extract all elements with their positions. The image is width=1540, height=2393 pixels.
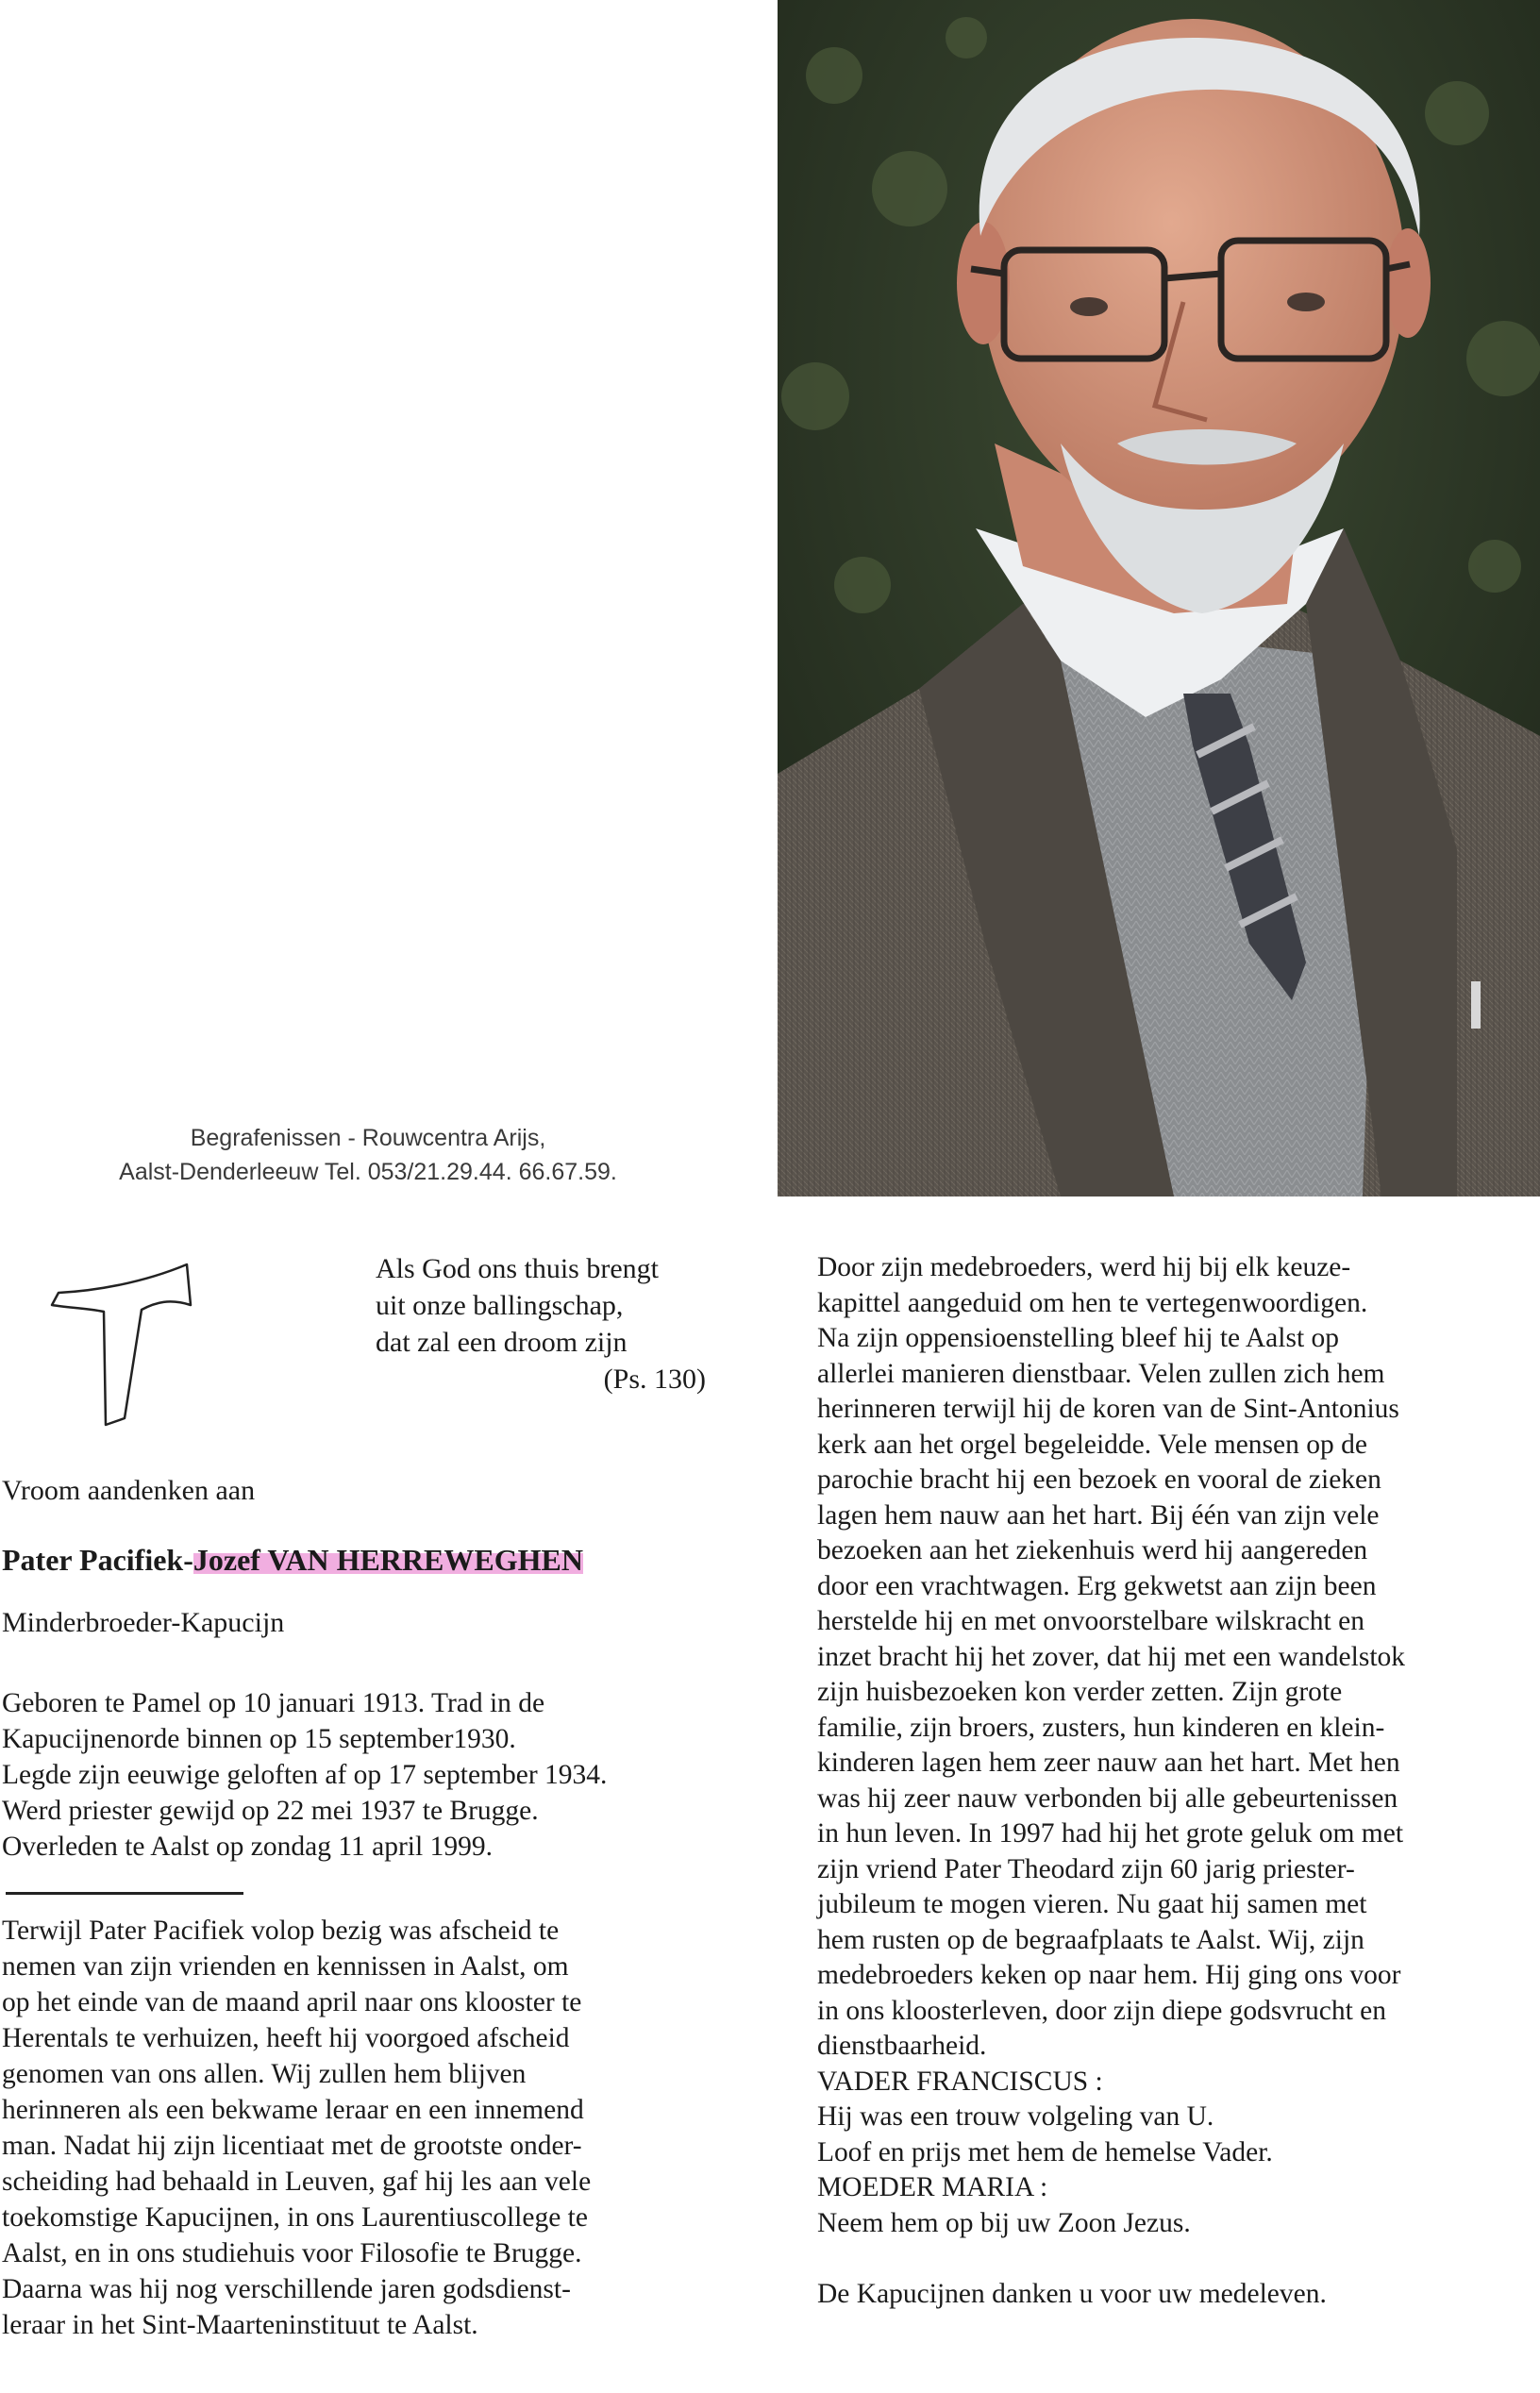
text-line: door een vrachtwagen. Erg gekwetst aan zijn been [817,1570,1377,1601]
biography-left [2,1913,728,2343]
text-line: kapittel aangeduid om hen te vertegenwoordigen. [817,1287,1368,1318]
text-line: Daarna was hij nog verschillende jaren godsdienst- [2,2274,571,2304]
text-line: lagen hem nauw aan het hart. Bij één van zijn vele [817,1499,1380,1531]
text-line: zijn huisbezoeken kon verder zetten. Zijn grote [817,1677,1343,1707]
text-line: jubileum te mogen vieren. Nu gaat hij samen met [817,1889,1367,1919]
prayer-heading: MOEDER MARIA : [817,2172,1048,2202]
biography-right [817,1250,1534,2312]
date-line: Geboren te Pamel op 10 januari 1913. Trad in de [2,1688,545,1718]
portrait-photo [778,0,1540,1196]
text-line: kerk aan het orgel begeleidde. Vele mensen op de [817,1429,1367,1460]
text-line: in hun leven. In 1997 had hij het grote geluk om met [817,1818,1404,1849]
religious-order: Minderbroeder-Kapucijn [2,1607,285,1638]
date-line: Werd priester gewijd op 22 mei 1937 te Brugge. [2,1796,539,1826]
text-line: Aalst, en in ons studiehuis voor Filosofie te Brugge. [2,2238,582,2268]
text-line: man. Nadat hij zijn licentiaat met de grootste onder- [2,2131,582,2161]
psalm-quote [376,1250,734,1397]
prayer-line: Hij was een trouw volgeling van U. [817,2101,1214,2132]
text-line: nemen van zijn vrienden en kennissen in Aalst, om [2,1951,569,1982]
prayer-heading: VADER FRANCISCUS : [817,2066,1103,2097]
date-line: Kapucijnenorde binnen op 15 september1930. [2,1724,516,1754]
tau-cross-icon [47,1253,198,1432]
name-part-1: Pater Pacifiek- [2,1543,193,1577]
closing-thanks: De Kapucijnen danken u voor uw medeleven. [817,2278,1327,2309]
life-dates [2,1685,607,1865]
date-line: Overleden te Aalst op zondag 11 april 1999. [2,1832,493,1862]
text-line: herinneren terwijl hij de koren van de Sint-Antonius [817,1394,1399,1424]
psalm-line: dat zal een droom zijn [376,1327,628,1358]
text-line: bezoeken aan het ziekenhuis werd hij aangereden [817,1535,1368,1565]
deceased-name [2,1543,583,1578]
text-line: toekomstige Kapucijnen, in ons Laurentiuscollege te [2,2202,588,2233]
date-line: Legde zijn eeuwige geloften af op 17 september 1934. [2,1760,608,1790]
text-line: leraar in het Sint-Maarteninstituut te Aalst. [2,2310,478,2340]
text-line: herstelde hij en met onvoorstelbare wilskracht en [817,1606,1364,1636]
text-line: dienstbaarheid. [817,2031,987,2061]
text-line: medebroeders keken op naar hem. Hij ging ons voor [817,1960,1401,1990]
text-line: genomen van ons allen. Wij zullen hem blijven [2,2059,527,2089]
text-line: hem rusten op de begraafplaats te Aalst. Wij, zijn [817,1924,1364,1955]
text-line: zijn vriend Pater Theodard zijn 60 jarig priester- [817,1853,1355,1884]
funeral-home-name: Begrafenissen - Rouwcentra Arijs, [190,1125,546,1151]
funeral-home-phone: Aalst-Denderleeuw Tel. 053/21.29.44. 66.67.59. [119,1159,617,1185]
name-part-2-highlighted: Jozef VAN HERREWEGHEN [192,1543,583,1577]
text-line: was hij zeer nauw verbonden bij alle gebeurtenissen [817,1782,1398,1814]
text-line: scheiding had behaald in Leuven, gaf hij les aan vele [2,2167,592,2197]
text-line: inzet bracht hij het zover, dat hij met een wandelstok [817,1641,1406,1672]
text-line: in ons kloosterleven, door zijn diepe godsvrucht en [817,1995,1386,2026]
text-line: Na zijn oppensioenstelling bleef hij te Aalst op [817,1323,1340,1353]
text-line: familie, zijn broers, zusters, hun kinderen en klein- [817,1712,1385,1743]
psalm-reference: (Ps. 130) [603,1364,706,1395]
psalm-line: Als God ons thuis brengt [376,1253,659,1284]
prayer-line: Neem hem op bij uw Zoon Jezus. [817,2207,1191,2238]
text-line: herinneren als een bekwame leraar en een innemend [2,2095,584,2125]
text-line: allerlei manieren dienstbaar. Velen zullen zich hem [817,1358,1385,1389]
text-line: Herentals te verhuizen, heeft hij voorgoed afscheid [2,2023,570,2053]
divider [6,1892,243,1895]
prayer-line: Loof en prijs met hem de hemelse Vader. [817,2136,1273,2167]
intro-text: Vroom aandenken aan [2,1475,256,1506]
text-line: op het einde van de maand april naar ons klooster te [2,1987,582,2017]
psalm-line: uit onze ballingschap, [376,1290,624,1321]
text-line: parochie bracht hij een bezoek en vooral de zieken [817,1464,1381,1495]
text-line: Terwijl Pater Pacifiek volop bezig was afscheid te [2,1916,560,1946]
text-line: kinderen lagen hem zeer nauw aan het hart. Met hen [817,1748,1400,1778]
text-line: Door zijn medebroeders, werd hij bij elk keuze- [817,1252,1351,1282]
